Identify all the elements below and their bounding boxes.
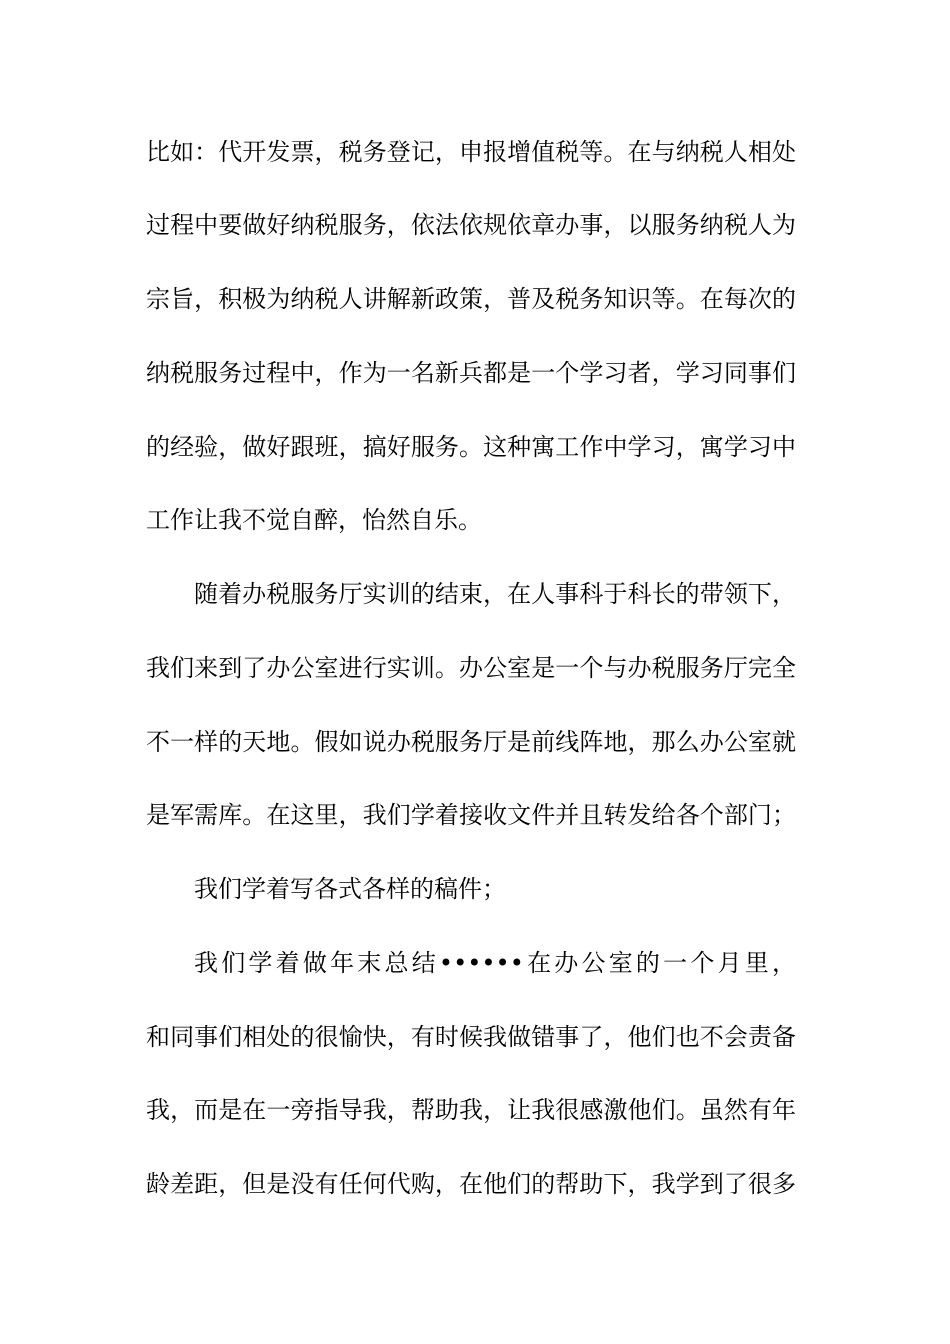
text-line: 的经验，做好跟班，搞好服务。这种寓工作中学习，寓学习中 (146, 433, 796, 461)
text-line: 龄差距，但是没有任何代购，在他们的帮助下，我学到了很多 (146, 1170, 796, 1198)
text-line: 我，而是在一旁指导我，帮助我，让我很感激他们。虽然有年 (146, 1096, 796, 1124)
text-line: 宗旨，积极为纳税人讲解新政策，普及税务知识等。在每次的 (146, 285, 796, 313)
text-line: 比如：代开发票，税务登记，申报增值税等。在与纳税人相处 (146, 138, 796, 166)
text-line: 和同事们相处的很愉快，有时候我做错事了，他们也不会责备 (146, 1023, 796, 1051)
text-line: 工作让我不觉自醉，怡然自乐。 (146, 506, 482, 534)
text-line: 是军需库。在这里，我们学着接收文件并且转发给各个部门； (146, 801, 796, 829)
text-line: 我们来到了办公室进行实训。办公室是一个与办税服务厅完全 (146, 654, 796, 682)
paragraph-first-line: 我们学着写各式各样的稿件； (194, 875, 506, 903)
text-line: 不一样的天地。假如说办税服务厅是前线阵地，那么办公室就 (146, 728, 796, 756)
paragraph-first-line: 我们学着做年末总结••••••在办公室的一个月里， (194, 949, 796, 977)
text-line: 过程中要做好纳税服务，依法依规依章办事，以服务纳税人为 (146, 211, 796, 239)
paragraph-first-line: 随着办税服务厅实训的结束，在人事科于科长的带领下， (194, 580, 796, 608)
text-line: 纳税服务过程中，作为一名新兵都是一个学习者，学习同事们 (146, 359, 796, 387)
